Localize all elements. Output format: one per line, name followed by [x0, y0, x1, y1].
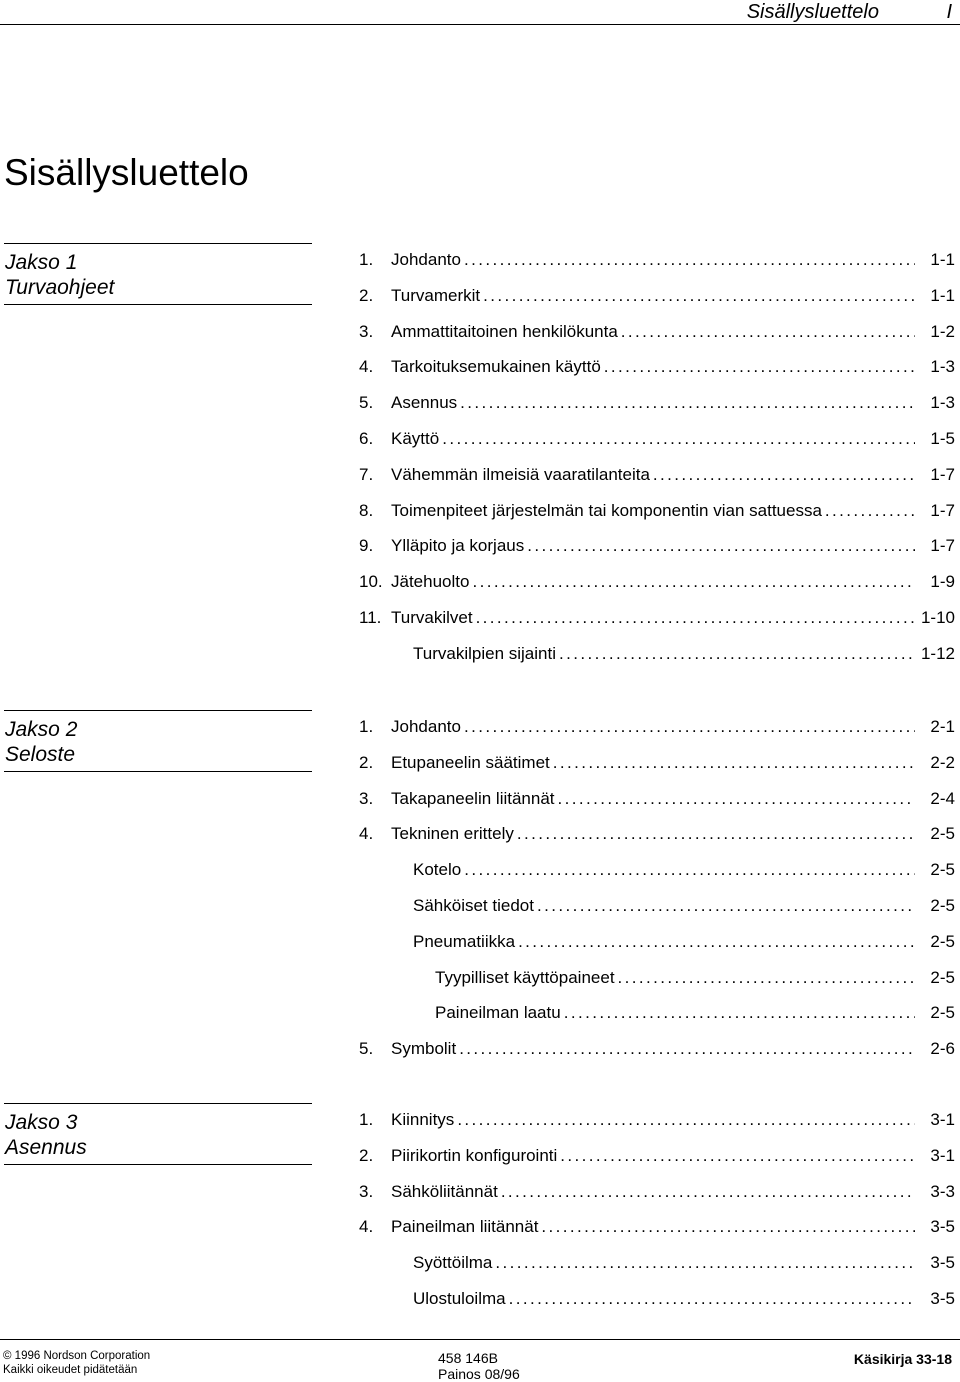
toc-entry[interactable] [359, 1217, 955, 1237]
toc-entry[interactable] [359, 357, 955, 377]
copyright-notice: © 1996 Nordson Corporation [3, 1350, 151, 1362]
toc-entry-page: 1-7 [930, 500, 955, 520]
toc-entry-page: 2-1 [930, 717, 955, 736]
toc-entry-number: 4. [359, 357, 374, 377]
toc-entry-title: Turvamerkit [391, 285, 481, 305]
toc-entry-title: Symbolit [391, 1039, 457, 1059]
toc-entry-number: 3. [359, 1181, 374, 1201]
toc-entry-page: 1-5 [930, 429, 955, 448]
toc-entry[interactable] [359, 932, 955, 952]
toc-leader-dots [495, 1253, 915, 1273]
toc-leader-dots [560, 1146, 915, 1166]
toc-entry-title: Sähköiset tiedot [413, 896, 534, 915]
toc-entry-page: 2-6 [930, 1039, 955, 1059]
toc-leader-dots [464, 860, 915, 880]
toc-entry-page: 2-5 [930, 824, 955, 844]
toc-leader-dots [553, 753, 915, 773]
toc-entry-title: Johdanto [391, 250, 461, 269]
toc-entry[interactable] [359, 1110, 955, 1130]
toc-entry-page: 1-7 [930, 464, 955, 484]
toc-entry-title: Syöttöilma [413, 1253, 493, 1273]
toc-entry-title: Tyypilliset käyttöpaineet [435, 967, 615, 987]
toc-leader-dots [621, 322, 915, 342]
toc-entry-title: Kiinnitys [391, 1110, 455, 1129]
toc-entry[interactable] [359, 753, 955, 773]
toc-entry-title: Käyttö [391, 429, 440, 448]
section-name: Turvaohjeet [5, 276, 115, 299]
toc-entry-page: 2-5 [930, 931, 955, 951]
toc-entry-number: 5. [359, 393, 374, 413]
toc-entry-number: 3. [359, 321, 374, 341]
toc-entry-number: 3. [359, 788, 374, 808]
rights-notice: Kaikki oikeudet pidätetään [3, 1364, 138, 1376]
toc-leader-dots [527, 536, 915, 556]
section-rule-bottom [4, 1164, 312, 1165]
toc-leader-dots [564, 1003, 915, 1023]
toc-entry-page: 2-5 [930, 896, 955, 915]
toc-entry-number: 10. [359, 572, 383, 592]
toc-entry-title: Takapaneelin liitännät [391, 788, 555, 808]
toc-entry[interactable] [359, 322, 955, 342]
toc-leader-dots [825, 501, 915, 521]
header-title: Sisällysluettelo [746, 1, 879, 23]
toc-leader-dots [464, 717, 915, 737]
toc-leader-dots [604, 357, 915, 377]
toc-leader-dots [459, 1039, 915, 1059]
page-header [0, 0, 960, 25]
toc-entry[interactable] [359, 501, 955, 521]
toc-leader-dots [559, 644, 915, 664]
toc-leader-dots [457, 1110, 915, 1130]
toc-entry-title: Piirikortin konfigurointi [391, 1145, 558, 1165]
page-title: Sisällysluettelo [4, 152, 249, 193]
toc-entry[interactable] [359, 393, 955, 413]
toc-entry-title: Toimenpiteet järjestelmän tai komponentin vian sattuessa [391, 500, 822, 520]
toc-entry-title: Ylläpito ja korjaus [391, 536, 525, 556]
toc-entry-title: Tarkoituksemukainen käyttö [391, 357, 601, 377]
page-footer [0, 1339, 960, 1382]
toc-entry-page: 1-9 [930, 572, 955, 592]
toc-entry-title: Ulostuloilma [413, 1289, 506, 1308]
section-number: Jakso 1 [5, 251, 78, 274]
header-rule [0, 24, 960, 25]
toc-entry-number: 8. [359, 500, 374, 520]
toc-entry-title: Asennus [391, 393, 458, 413]
section-label [4, 710, 312, 772]
toc-entry-title: Turvakilpien sijainti [413, 643, 556, 663]
toc-leader-dots [442, 429, 915, 449]
toc-entry-page: 1-1 [930, 250, 955, 269]
toc-entry[interactable] [359, 1039, 955, 1059]
toc-entry-number: 4. [359, 824, 374, 844]
toc-entry-page: 1-3 [930, 393, 955, 413]
toc-entry-page: 1-1 [930, 285, 955, 305]
toc-leader-dots [653, 465, 915, 485]
toc-entry[interactable] [359, 286, 955, 306]
toc-entry[interactable] [359, 824, 955, 844]
document-number: 458 146B [438, 1350, 498, 1366]
toc-entry-page: 2-5 [930, 860, 955, 880]
toc-entry-page: 3-5 [930, 1217, 955, 1237]
toc-entry-page: 1-10 [920, 608, 955, 627]
toc-entry-page: 2-5 [930, 967, 955, 987]
header-page-number: I [946, 1, 952, 23]
section-name: Asennus [5, 1136, 87, 1159]
toc-entry[interactable] [359, 1253, 955, 1273]
section-name: Seloste [5, 743, 76, 766]
toc-entry[interactable] [359, 1289, 955, 1309]
toc-leader-dots [509, 1289, 915, 1309]
toc-entry-title: Ammattitaitoinen henkilökunta [391, 321, 618, 341]
toc-entry[interactable] [359, 429, 955, 449]
toc-entry-number: 2. [359, 285, 374, 305]
toc-entry[interactable] [359, 860, 955, 880]
toc-entry-number: 2. [359, 1145, 374, 1165]
toc-entry-title: Paineilman liitännät [391, 1217, 539, 1237]
toc-entry-page: 3-1 [930, 1110, 955, 1129]
toc-entry-page: 3-1 [930, 1145, 955, 1165]
toc-entry-number: 9. [359, 536, 374, 556]
toc-entry[interactable] [359, 608, 955, 628]
toc-entry-title: Turvakilvet [391, 608, 473, 627]
toc-entry[interactable] [359, 572, 955, 592]
section-rule-bottom [4, 771, 312, 772]
toc-entry-number: 4. [359, 1217, 374, 1237]
toc-entry-number: 1. [359, 717, 374, 736]
toc-entry-title: Etupaneelin säätimet [391, 752, 550, 772]
toc-entry-page: 2-2 [930, 752, 955, 772]
toc-entry[interactable] [359, 896, 955, 916]
section-label [4, 1103, 312, 1165]
toc-entry-page: 1-12 [920, 643, 955, 663]
toc-entry-title: Jätehuolto [391, 572, 470, 592]
toc-entry[interactable] [359, 644, 955, 664]
toc-entry[interactable] [359, 968, 955, 988]
toc-entry-page: 3-5 [930, 1289, 955, 1308]
toc-leader-dots [476, 608, 915, 628]
footer-rule [0, 1339, 960, 1340]
toc-leader-dots [464, 250, 915, 270]
toc-entry-number: 6. [359, 429, 374, 448]
toc-entry-page: 3-3 [930, 1181, 955, 1201]
section-number: Jakso 2 [5, 718, 78, 741]
toc-entry[interactable] [359, 1182, 955, 1202]
toc-entry-title: Kotelo [413, 860, 462, 880]
toc-leader-dots [541, 1217, 915, 1237]
toc-leader-dots [483, 286, 915, 306]
toc-entry-number: 11. [359, 608, 382, 627]
toc-entry[interactable] [359, 465, 955, 485]
toc-entry[interactable] [359, 717, 955, 737]
toc-entry-title: Johdanto [391, 717, 461, 736]
toc-entry[interactable] [359, 1146, 955, 1166]
toc-entry-page: 1-7 [930, 536, 955, 556]
toc-leader-dots [517, 824, 915, 844]
toc-entry-number: 1. [359, 1110, 374, 1129]
toc-entry-title: Tekninen erittely [391, 824, 514, 844]
toc-entry-number: 7. [359, 464, 374, 484]
section-label [4, 243, 312, 305]
toc-entry-number: 1. [359, 250, 374, 269]
toc-entry-page: 1-3 [930, 357, 955, 377]
edition: Painos 08/96 [438, 1366, 520, 1382]
toc-entry-page: 2-4 [930, 788, 955, 808]
toc-entry-title: Paineilman laatu [435, 1003, 561, 1023]
toc-leader-dots [558, 789, 915, 809]
toc-entry[interactable] [359, 1003, 955, 1023]
toc-entry-number: 2. [359, 752, 374, 772]
toc-leader-dots [618, 968, 915, 988]
section-rule-bottom [4, 304, 312, 305]
toc-entry-title: Sähköliitännät [391, 1181, 498, 1201]
section-number: Jakso 3 [5, 1111, 78, 1134]
toc-leader-dots [537, 896, 915, 916]
toc-entry[interactable] [359, 250, 955, 270]
toc-entry[interactable] [359, 536, 955, 556]
toc-entry-title: Vähemmän ilmeisiä vaaratilanteita [391, 464, 650, 484]
toc-entry-page: 2-5 [930, 1003, 955, 1023]
toc-leader-dots [460, 393, 915, 413]
toc-leader-dots [501, 1182, 915, 1202]
manual-id: Käsikirja 33-18 [853, 1351, 952, 1367]
toc-leader-dots [472, 572, 915, 592]
toc-entry-page: 1-2 [930, 321, 955, 341]
toc-leader-dots [518, 932, 915, 952]
toc-entry-title: Pneumatiikka [413, 931, 516, 951]
toc-entry[interactable] [359, 789, 955, 809]
toc-entry-number: 5. [359, 1039, 374, 1059]
toc-entry-page: 3-5 [930, 1253, 955, 1273]
